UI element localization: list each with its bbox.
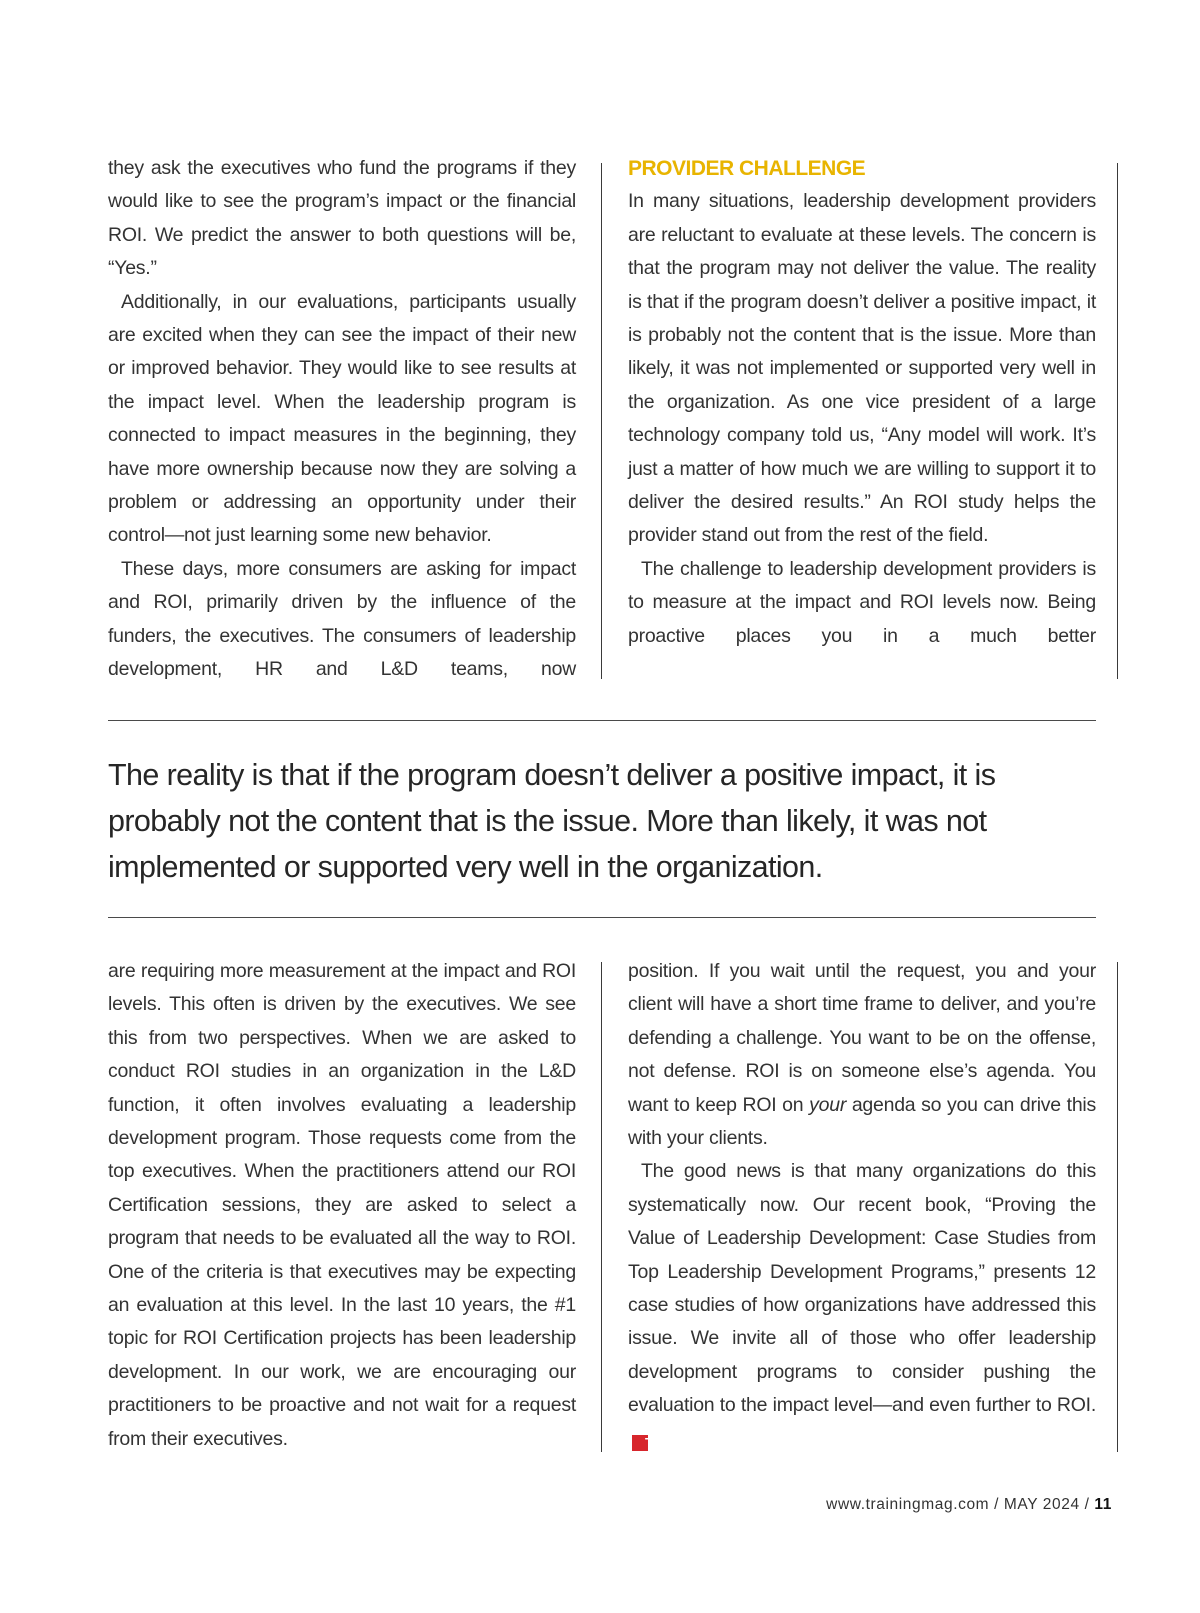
article-column-top-right	[628, 152, 1096, 653]
paragraph: In many situations, leadership development providers are reluctant to evaluate at these levels. The concern is that the program may not deliver the value. The reality is that if the program doesn’t deliver a positive impact, it is probably not the content that is the issue. More than likely, it was not implemented or supported very well in the organization. As one vice president of a large technology company told us, “Any model will work. It’s just a matter of how much we are willing to support it to deliver the desired results.” An ROI study helps the provider stand out from the rest of the field.	[628, 190, 1096, 547]
text-run: The good news is that many organizations do this systematically now. Our recent book, “Proving the Value of Leadership Development: Case Studies from Top Leadership Development Programs,” presents 12 case studies of how organizations have addressed this issue. We invite all of those who offer leadership development programs to consider pushing the evaluation to the impact level—and even further to ROI.	[628, 1160, 1096, 1417]
footer-separator: /	[989, 1496, 1004, 1513]
emphasis: your	[809, 1093, 847, 1116]
footer-issue-date: MAY 2024	[1003, 1496, 1080, 1513]
page-footer	[826, 1496, 1112, 1514]
paragraph	[628, 1155, 1096, 1456]
column-divider	[601, 962, 602, 1452]
paragraph: are requiring more measurement at the impact and ROI levels. This often is driven by the executives. We see this from two perspectives. When we are asked to conduct ROI studies in an organization in the L&D function, it often involves evaluating a leadership development program. Those requests come from the top executives. When the practitioners attend our ROI Certification sessions, they are asked to select a program that needs to be evaluated all the way to ROI. One of the criteria is that executives may be expecting an evaluation at this level. In the last 10 years, the #1 topic for ROI Certification projects has been leadership development. In our work, we are encouraging our practitioners to be proactive and not wait for a request from their executives.	[108, 960, 576, 1450]
footer-separator: /	[1079, 1496, 1095, 1513]
pull-quote: The reality is that if the program doesn’t deliver a positive impact, it is probably not the content that is the issue. More than likely, it was not implemented or supported very well in the organization.	[108, 758, 996, 884]
article-column-bottom-left	[108, 955, 576, 1456]
article-column-top-left	[108, 152, 576, 687]
pull-quote-rule-top	[108, 720, 1096, 721]
paragraph: they ask the executives who fund the programs if they would like to see the program’s impact or the financial ROI. We predict the answer to both questions will be, “Yes.”	[108, 157, 576, 280]
column-divider	[1117, 962, 1118, 1452]
paragraph: The challenge to leadership development providers is to measure at the impact and ROI levels now. Being proactive places you in a much better	[628, 557, 1096, 647]
footer-website: www.trainingmag.com	[826, 1496, 990, 1513]
column-divider	[1117, 163, 1118, 679]
pull-quote-rule-bottom	[108, 917, 1096, 918]
paragraph: These days, more consumers are asking for impact and ROI, primarily driven by the influence of the funders, the executives. The consumers of leadership development, HR and L&D teams, now	[108, 557, 576, 681]
page-number: 11	[1094, 1496, 1112, 1513]
text-run: position. If you wait until the request, you and your client will have a short time frame to deliver, and you’re defending a challenge. You want to be on the offense, not defense. ROI is on someone else’s agenda. You want to keep ROI on	[628, 960, 1096, 1116]
section-heading: PROVIDER CHALLENGE	[628, 157, 866, 180]
paragraph	[628, 955, 1096, 1155]
end-mark-icon: T	[632, 1435, 648, 1451]
column-divider	[601, 163, 602, 679]
paragraph: Additionally, in our evaluations, participants usually are excited when they can see the impact of their new or improved behavior. They would like to see results at the impact level. When the leadership program is connected to impact measures in the beginning, they have more ownership because now they are solving a problem or addressing an opportunity under their control—not just learning some new behavior.	[108, 290, 576, 547]
text-run: agenda so you can drive this with your clients.	[628, 1093, 1096, 1150]
article-column-bottom-right	[628, 955, 1096, 1456]
